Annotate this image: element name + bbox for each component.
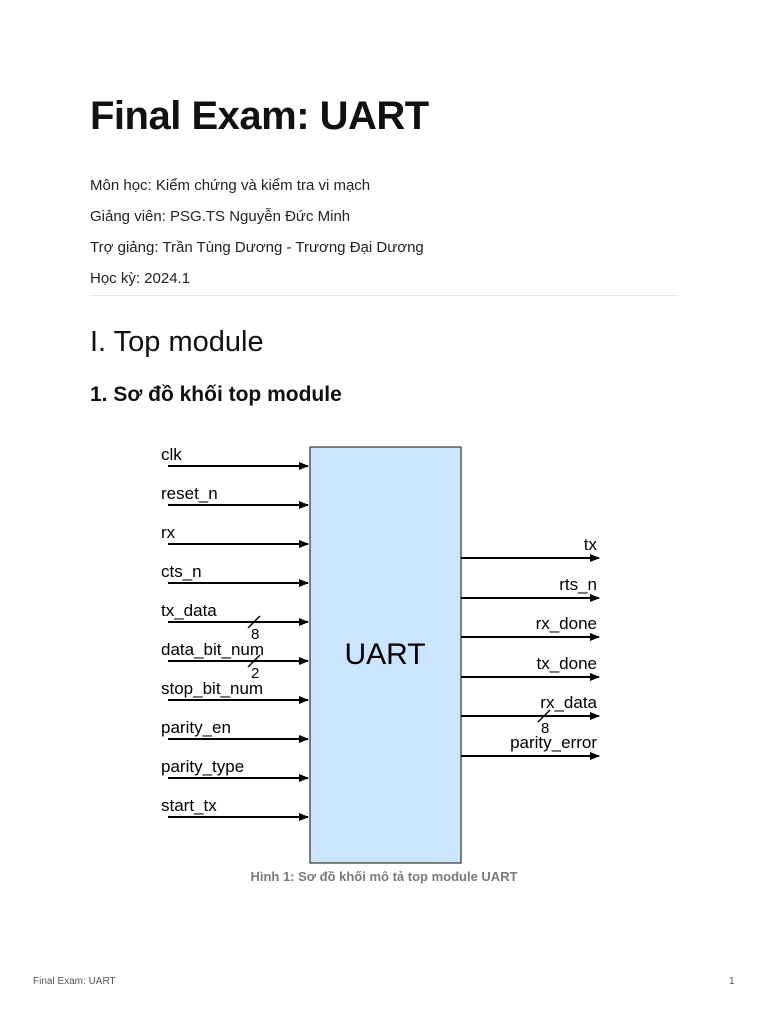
input-label: stop_bit_num [161,679,264,698]
input-label: tx_data [161,601,217,620]
input-label: cts_n [161,562,202,581]
input-label: rx [161,523,176,542]
section-heading: I. Top module [90,326,264,358]
course-assistants: Trợ giảng: Trần Tùng Dương - Trương Đại Dương [90,239,424,256]
course-info [90,170,424,294]
bus-width-label: 8 [541,720,550,737]
input-port-data-bit-num [161,640,308,682]
input-port-rx [161,523,308,544]
input-label: start_tx [161,796,217,815]
course-semester: Học kỳ: 2024.1 [90,270,191,287]
output-port-rx-done [461,614,599,637]
output-label: tx [583,535,597,554]
input-label: parity_type [161,757,245,776]
page-number: 1 [729,976,735,987]
input-port-clk [161,445,308,466]
output-port-tx-done [461,654,599,677]
bus-width-label: 8 [251,626,260,643]
input-port-cts-n [161,562,308,583]
footer-title: Final Exam: UART [33,976,116,987]
output-label: rts_n [559,575,597,594]
output-ports [461,535,599,756]
course-subject: Môn học: Kiểm chứng và kiểm tra vi mạch [90,177,371,194]
output-label: rx_done [535,614,597,633]
input-label: clk [161,445,182,464]
output-label: rx_data [540,693,597,712]
input-port-parity-type [161,757,308,778]
block-diagram-figure [0,430,768,890]
input-port-reset-n [161,484,308,505]
figure-caption: Hình 1: Sơ đồ khối mô tả top module UART [250,869,518,884]
input-port-parity-en [161,718,308,739]
uart-block-diagram [0,430,768,870]
page-title: Final Exam: UART [90,94,429,138]
input-label: reset_n [161,484,218,503]
subsection-heading: 1. Sơ đồ khối top module [90,383,342,406]
input-port-start-tx [161,796,308,817]
input-port-tx-data [161,601,308,643]
output-label: parity_error [510,733,597,752]
output-port-rts-n [461,575,599,598]
uart-block-label: UART [344,638,426,671]
course-lecturer: Giảng viên: PSG.TS Nguyễn Đức Minh [90,208,351,225]
output-label: tx_done [536,654,597,673]
input-port-stop-bit-num [161,679,308,700]
output-port-rx-data [461,693,599,737]
bus-width-label: 2 [251,665,260,682]
output-port-tx [461,535,599,558]
output-port-parity-error [461,733,599,756]
input-ports [161,445,308,817]
input-label: parity_en [161,718,231,737]
divider [90,295,678,296]
input-label: data_bit_num [161,640,265,659]
